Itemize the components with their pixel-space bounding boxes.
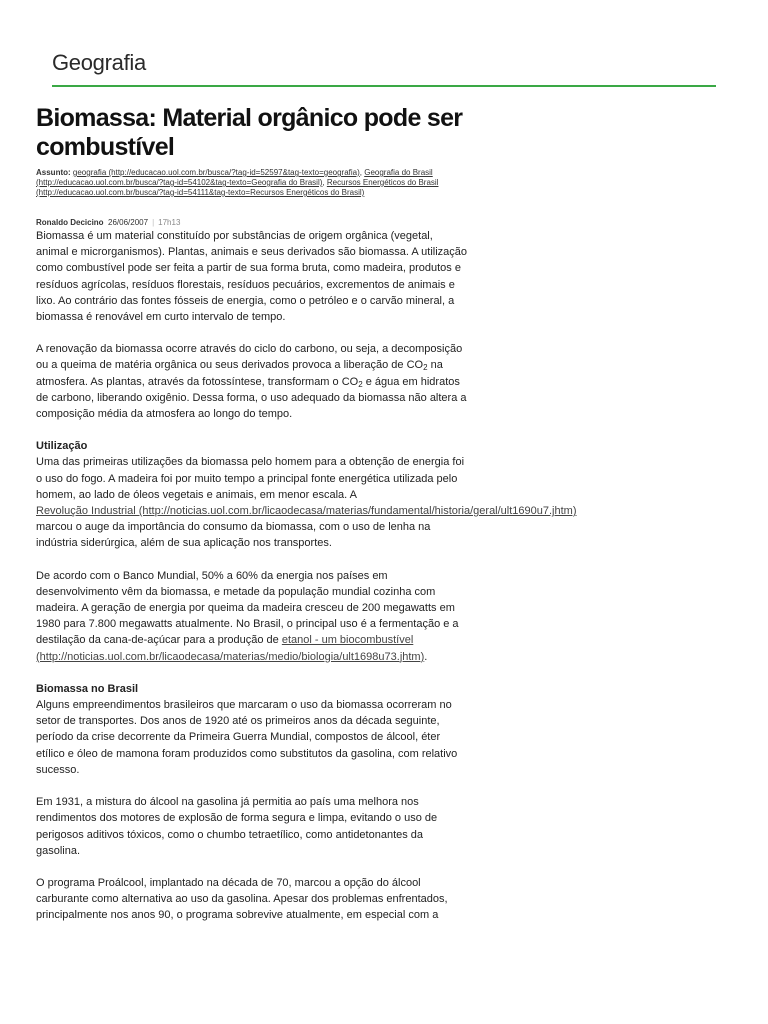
article-body [36, 228, 577, 940]
publish-time: 17h13 [158, 218, 181, 227]
article-title: Biomassa: Material orgânico pode ser combustível [36, 104, 463, 161]
paragraph: Alguns empreendimentos brasileiros que marcaram o uso da biomassa ocorreram no setor de transportes. Dos anos de 1920 até os primeiros anos da década seguinte, período da crise decorrente da Primeira Guerra Mundial, compostos de álcool, éter etílico e óleo de mamona foram produzidos como substitutos da gasolina, com relativo sucesso. [36, 699, 458, 776]
paragraph: De acordo com o Banco Mundial, 50% a 60% da energia nos países em desenvolvimento vêm da biomassa, e metade da população mundial cozinha com madeira. A geração de energia por queima da madeira cresceu de 200 megawatts em 1980 para 7.800 megawatts atualmente. No Brasil, o principal uso é a fermentação e a destilação da cana-de-açúcar para a produção de etanol - um biocombustível (http://noticias.uol.com.br/licaodecasa/materias/medio/biologia/ult1698u73.jhtm). [36, 569, 459, 663]
section-title[interactable]: Geografia [52, 50, 146, 75]
paragraph: A renovação da biomassa ocorre através do ciclo do carbono, ou seja, a decomposição ou a queima de matéria orgânica ou seus derivados provoca a liberação de $CO_2$ na atmosfera. As plantas, através da fotossíntese, transformam o $CO_2$ e água em hidratos de carbono, liberando oxigênio. Dessa forma, o uso adequado da biomassa não altera a composição média da atmosfera ao longo do tempo. [36, 343, 467, 421]
section-divider [52, 85, 716, 87]
paragraph: O programa Proálcool, implantado na década de 70, marcou a opção do álcool carburante como alternativa ao uso da gasolina. Apesar dos problemas enfrentados, principalmente nos anos 90, o programa sobrevive atualmente, em especial com a [36, 876, 448, 922]
link-revolucao-industrial[interactable]: Revolução Industrial (http://noticias.uol.com.br/licaodecasa/materias/fundamental/historia/geral/ult1690u7.jhtm) [36, 505, 577, 518]
subject-label: Assunto: [36, 168, 71, 177]
subject-tag-link[interactable]: Recursos Energéticos do Brasil (http://educacao.uol.com.br/busca/?tag-id=54111&tag-texto=Recursos Energéticos do Brasil) [36, 178, 439, 197]
paragraph: Biomassa é um material constituído por substâncias de origem orgânica (vegetal, animal e microrganismos). Plantas, animais e seus derivados são biomassa. A utilização como combustível pode ser feita a partir de sua forma bruta, como madeira, produtos e resíduos agrícolas, resíduos florestais, resíduos pecuários, excrementos de animais e lixo. Ao contrário das fontes fósseis de energia, como o petróleo e o carvão mineral, a biomassa é renovável em curto intervalo de tempo. [36, 230, 468, 324]
byline [36, 217, 180, 228]
subject-separator: , [322, 178, 327, 187]
publish-date: 26/06/2007 [108, 218, 149, 227]
subject-list [36, 168, 438, 197]
paragraph: Uma das primeiras utilizações da biomassa pelo homem para a obtenção de energia foi o uso do fogo. A madeira foi por muito tempo a principal fonte energética utilizada pelo homem, ao lado de óleos vegetais e animais, em menor escala. A Revolução Industrial (http://noticias.uol.com.br/licaodecasa/materias/fundamental/historia/geral/ult1690u7.jhtm) marcou o auge da importância do consumo da biomassa, com o uso de lenha na indústria siderúrgica, além de sua aplicação nos transportes. [36, 456, 577, 550]
link-etanol[interactable]: etanol - um biocombustível (http://noticias.uol.com.br/licaodecasa/materias/medio/biologia/ult1698u73.jhtm) [36, 634, 425, 663]
paragraph: Em 1931, a mistura do álcool na gasolina já permitia ao país uma melhora nos rendimentos dos motores de explosão de forma segura e limpa, evitando o uso de perigosos aditivos tóxicos, como o chumbo tetraetílico, como antidetonantes da gasolina. [36, 796, 438, 857]
subheading-biomassa-no-brasil: Biomassa no Brasil [36, 682, 139, 695]
subject-separator: , [359, 168, 365, 177]
subheading-utilizacao: Utilização [36, 440, 88, 453]
byline-divider: | [152, 218, 155, 227]
subject-tags [36, 168, 456, 198]
subject-tag-link[interactable]: Geografia do Brasil (http://educacao.uol.com.br/busca/?tag-id=54102&tag-texto=Geografia do Brasil) [36, 168, 433, 187]
author-name: Ronaldo Decicino [36, 218, 104, 227]
subject-tag-link[interactable]: geografia (http://educacao.uol.com.br/busca/?tag-id=52597&tag-texto=geografia) [72, 168, 360, 177]
